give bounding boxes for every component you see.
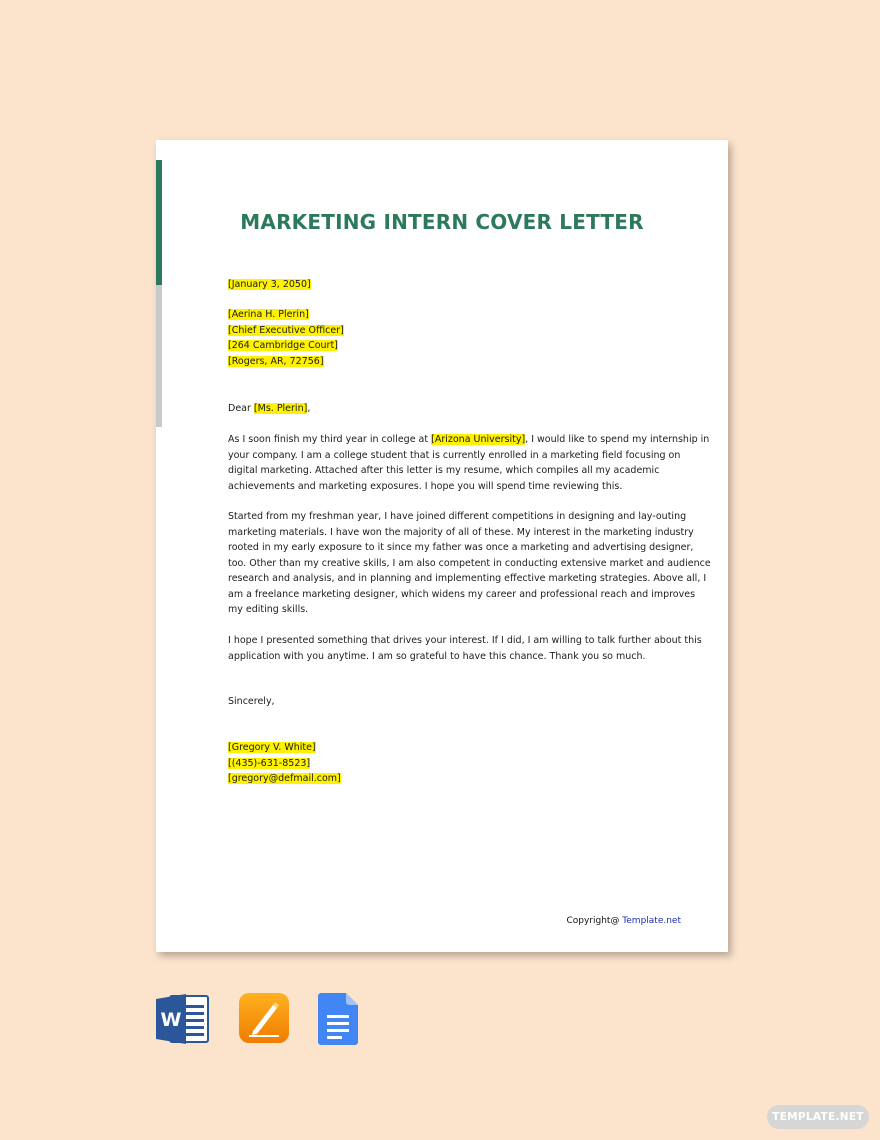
p2-line: my editing skills. xyxy=(228,604,309,615)
p2-line: marketing materials. I have won the majority of all of these. My interest in the marketing industry xyxy=(228,526,694,538)
date: [January 3, 2050] xyxy=(228,279,311,290)
template-net-badge[interactable]: TEMPLATE.NET xyxy=(767,1105,869,1129)
p2-line: Started from my freshman year, I have joined different competitions in designing and lay-outing xyxy=(228,511,687,522)
p1-before: As I soon finish my third year in college at xyxy=(228,434,432,445)
closing: Sincerely, xyxy=(228,696,275,707)
copyright-link[interactable]: Template.net xyxy=(622,916,681,926)
document-page xyxy=(156,140,728,952)
word-icon[interactable] xyxy=(156,993,210,1045)
recipient-position: [Chief Executive Officer] xyxy=(228,324,344,336)
copyright xyxy=(566,916,681,926)
google-docs-icon[interactable] xyxy=(318,993,358,1045)
paragraph-3 xyxy=(228,633,702,664)
paragraph-2 xyxy=(228,509,711,618)
p2-line: rooted in my early exposure to it since my father was once a marketing and advertising designer, xyxy=(228,542,694,553)
signature-email: [gregory@defmail.com] xyxy=(228,773,341,784)
paragraph-1 xyxy=(228,432,710,494)
greeting xyxy=(228,401,690,417)
p2-line: too. Other than my creative skills, I am also competent in conducting extensive market and audience xyxy=(228,557,711,569)
p1-after: , I would like to spend my internship in xyxy=(525,434,710,445)
signature-name: [Gregory V. White] xyxy=(228,742,316,753)
p2-line: research and analysis, and in planning and implementing effective marketing strategies. Above all, I xyxy=(228,573,707,584)
word-icon-letter: W xyxy=(160,1009,182,1031)
date-line xyxy=(228,277,690,293)
signature-block xyxy=(228,740,690,787)
side-bar xyxy=(156,285,162,427)
document-title: MARKETING INTERN COVER LETTER xyxy=(240,210,644,234)
p1-line: digital marketing. Attached after this letter is my resume, which compiles all my academic xyxy=(228,465,660,476)
p1-line: your company. I am a college student that is currently enrolled in a marketing field focusing on xyxy=(228,449,681,461)
p1-line: achievements and marketing exposures. I hope you will spend time reviewing this. xyxy=(228,480,623,492)
recipient-block xyxy=(228,307,690,369)
greeting-name: [Ms. Plerin] xyxy=(253,403,308,414)
p3-line: I hope I presented something that drives your interest. If I did, I am willing to talk further about this xyxy=(228,635,702,646)
recipient-city: [Rogers, AR, 72756] xyxy=(228,355,324,367)
greeting-prefix: Dear xyxy=(228,403,254,414)
recipient-street: [264 Cambridge Court] xyxy=(228,340,338,351)
greeting-suffix: , xyxy=(307,403,311,414)
pages-icon[interactable] xyxy=(239,993,289,1043)
signature-phone: [(435)-631-8523] xyxy=(228,757,311,769)
recipient-name: [Aerina H. Plerin] xyxy=(228,309,309,320)
copyright-prefix: Copyright@ xyxy=(566,916,623,926)
university: [Arizona University] xyxy=(431,434,526,445)
p3-line: application with you anytime. I am so grateful to have this chance. Thank you so much. xyxy=(228,650,646,662)
p2-line: am a freelance marketing designer, which widens my career and professional reach and improves xyxy=(228,588,696,600)
